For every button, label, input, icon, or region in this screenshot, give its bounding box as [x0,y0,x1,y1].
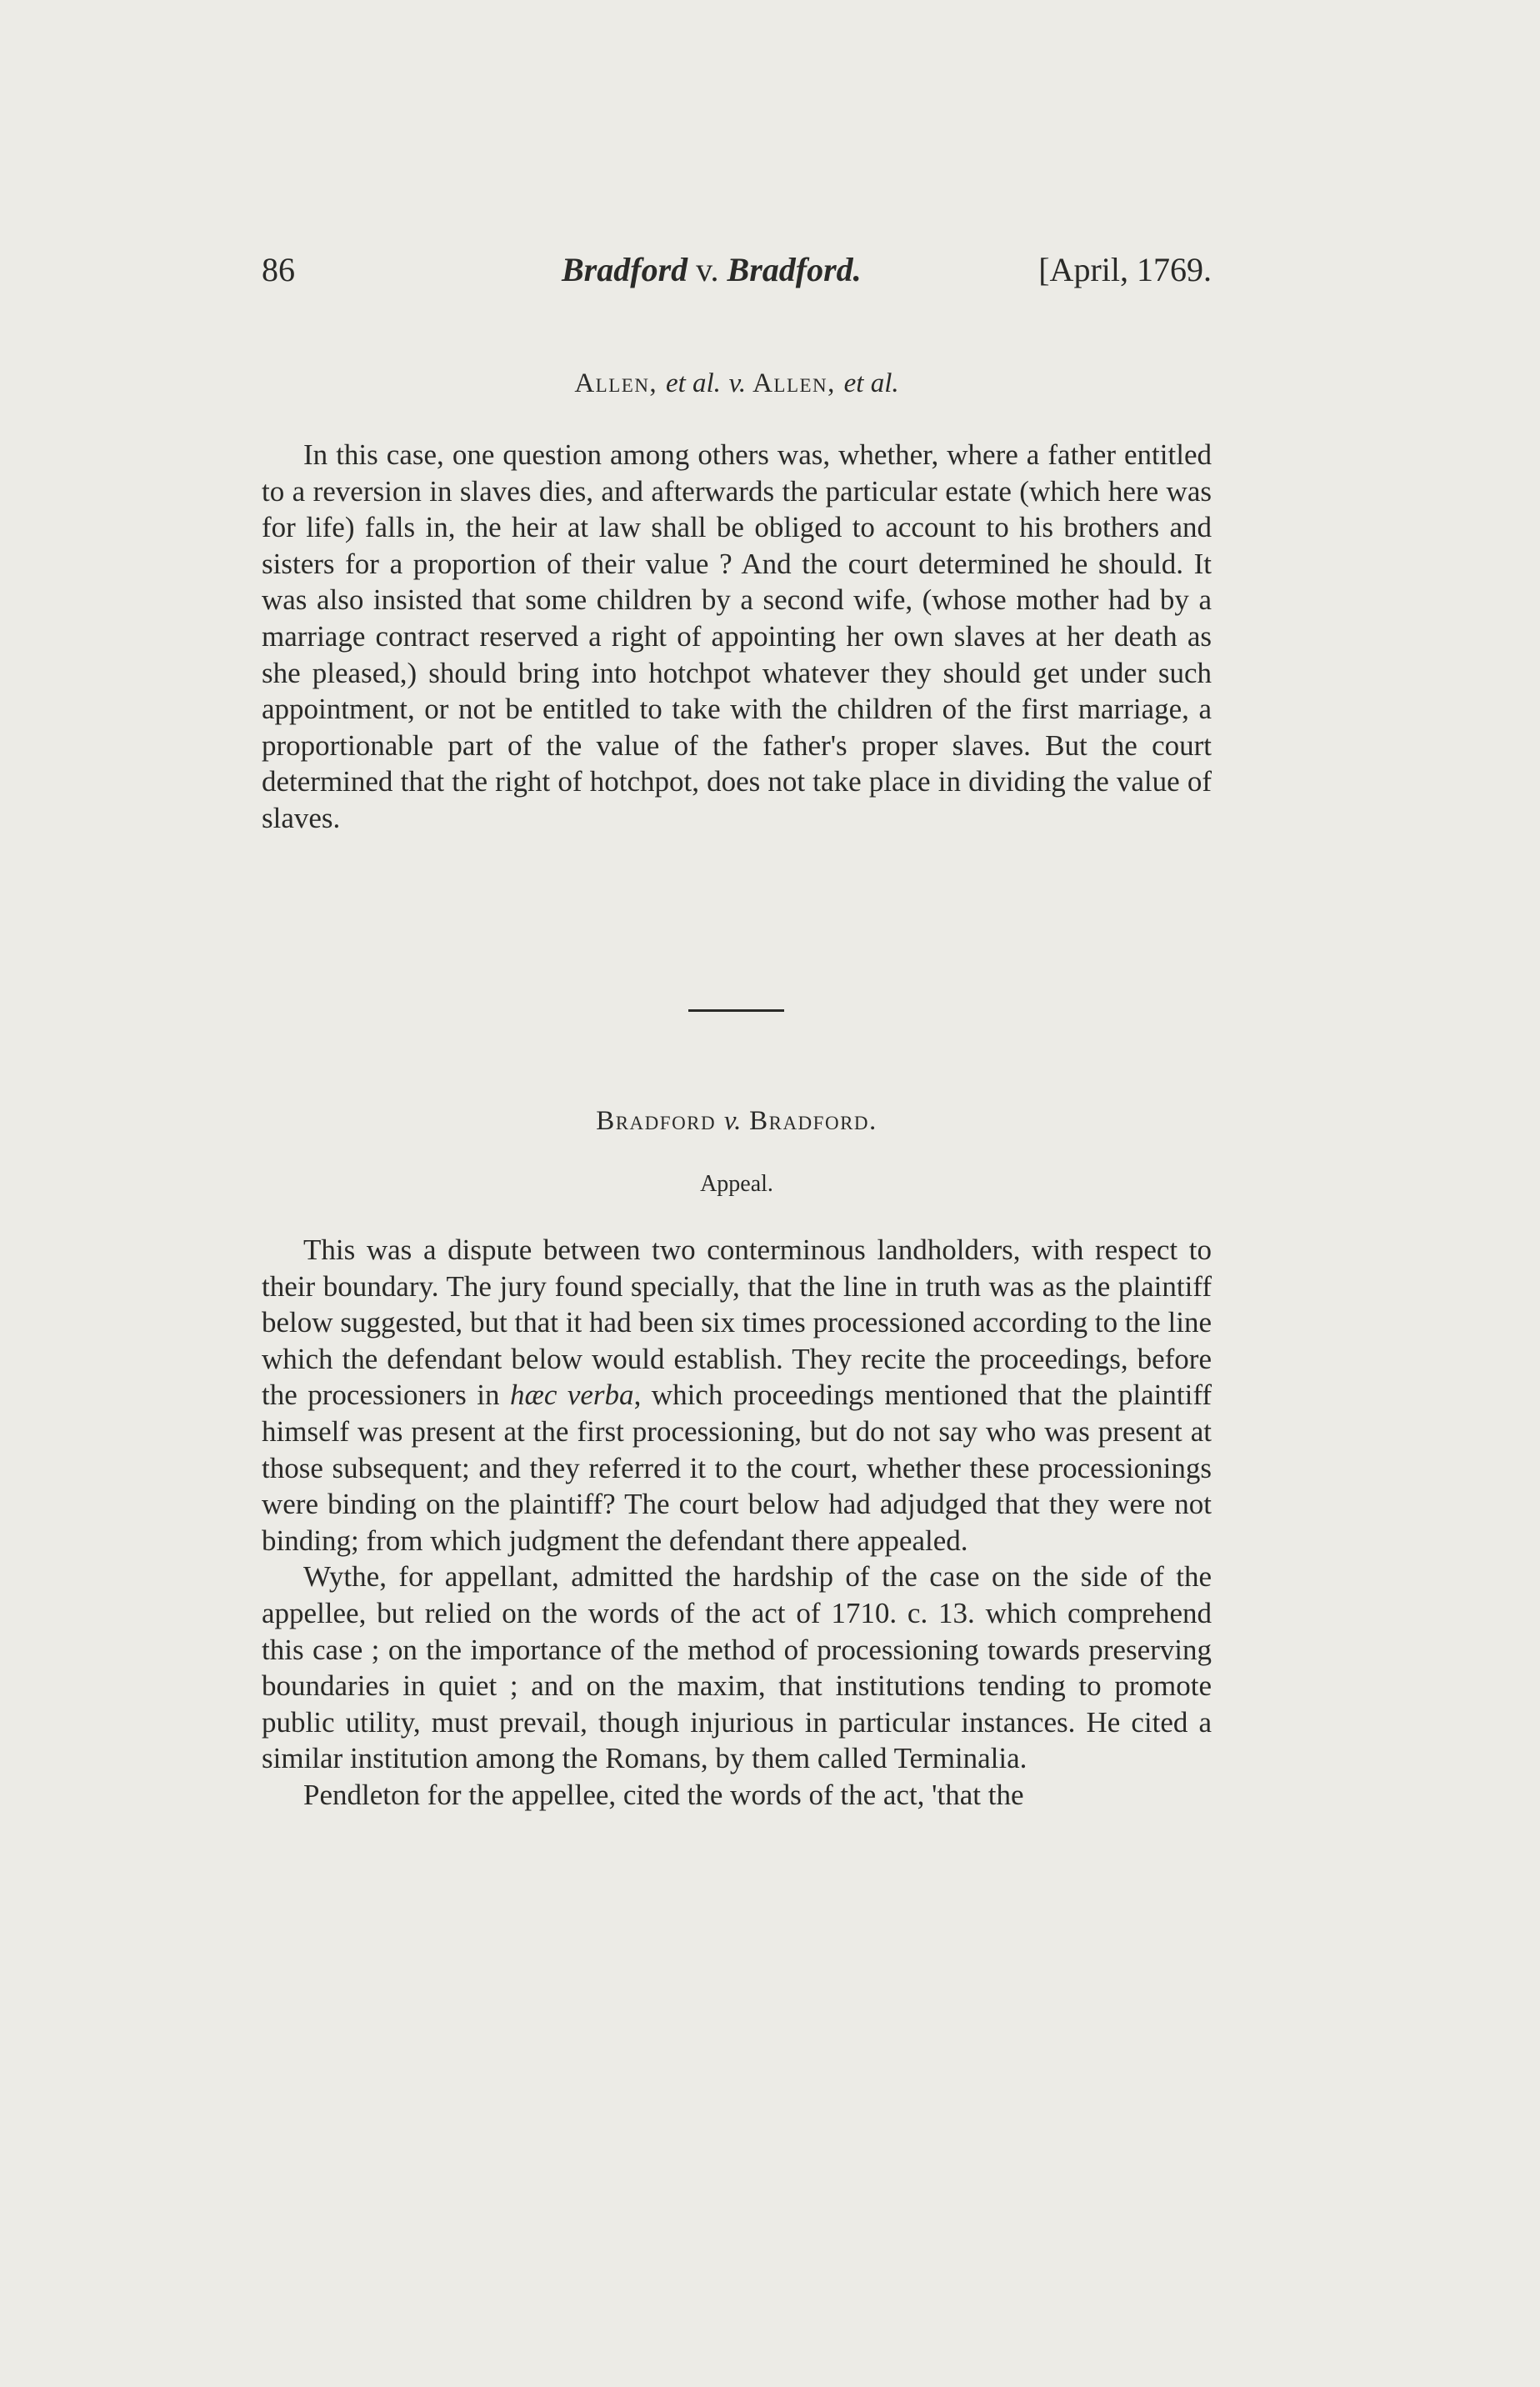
case2-heading [262,1106,1212,1137]
case2-heading-name1: Bradford [596,1106,717,1136]
case2-p1-italic: hæc verba [509,1379,634,1412]
page-number: 86 [262,251,295,288]
case1-heading-name1: Allen, [574,368,658,398]
running-head-title-v: v. [696,251,719,288]
case2-paragraph-1 [262,1232,1212,1559]
running-head-title-part1: Bradford [562,251,688,288]
case2-p1-after: , which proceedings mentioned that the plaintiff himself was present at the first processioning, but do not say who was present at those subsequent; and they referred it to the court, whether these processionings were binding on the plaintiff? The court below had adjudged that they were not binding; from which judgment the defendant there appealed. [262,1379,1212,1557]
case2-heading-name2: Bradford. [749,1106,878,1136]
case1-heading-etal1: et al. [665,368,721,398]
case2-paragraph-2: Wythe, for appellant, admitted the hardship of the case on the side of the appellee, but relied on the words of the act of 1710. c. 13. which comprehend this case ; on the importance of the method of processioning towards preserving boundaries in quiet ; and on the maxim, that institutions tending to promote public utility, must prevail, though injurious in particular instances. He cited a similar institution among the Romans, by them called Terminalia. [262,1560,1212,1775]
running-head-title-part2: Bradford. [727,251,862,288]
running-head-title [562,250,862,289]
case2-body [262,1232,1212,1814]
case2-subheading: Appeal. [700,1171,773,1197]
case1-heading [262,368,1212,399]
case2-paragraph-3: Pendleton for the appellee, cited the words of the act, 'that the [303,1778,1024,1811]
case1-body [262,437,1212,837]
case1-heading-v: v. [728,368,747,398]
case1-heading-etal2: et al. [843,368,899,398]
case2-p1-before: This was a dispute between two conterminous landholders, with respect to their boundary. The jury found specially, that the line in truth was as the plaintiff below suggested, but that it had been six times processioned according to the line which the defendant below would establish. They recite the proceedings, before the processioners in [262,1234,1212,1412]
case1-paragraph: In this case, one question among others was, whether, where a father entitled to a reversion in slaves dies, and afterwards the particular estate (which here was for life) falls in, the heir at law shall be obliged to account to his brothers and sisters for a proportion of their value ? And the court determined he should. It was also insisted that some children by a second wife, (whose mother had by a marriage contract reserved a right of appointing her own slaves at her death as she pleased,) should bring into hotchpot whatever they should get under such appointment, or not be entitled to take with the children of the first marriage, a proportionable part of the value of the father's proper slaves. But the court determined that the right of hotchpot, does not take place in dividing the value of slaves. [262,438,1212,834]
section-divider [688,1009,784,1012]
running-head-date: [April, 1769. [1038,251,1212,288]
case1-heading-name2: Allen, [752,368,836,398]
running-head [262,250,1212,300]
case2-heading-v: v. [723,1106,742,1136]
